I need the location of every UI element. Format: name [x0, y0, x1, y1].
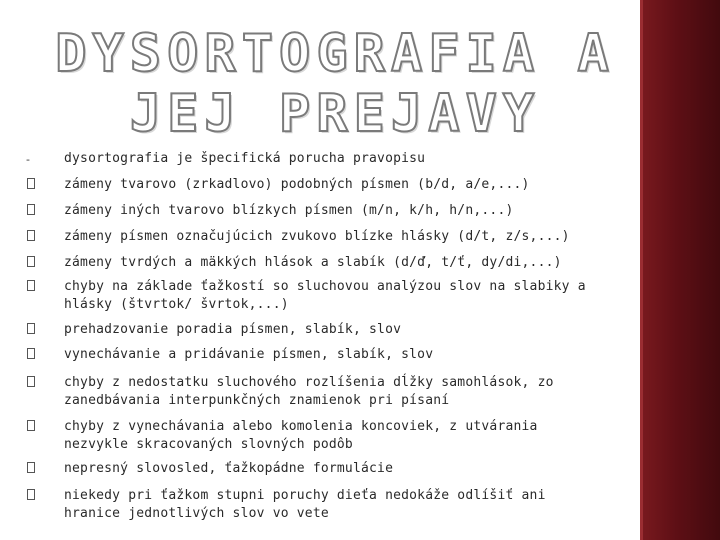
box-bullet-icon: [26, 321, 64, 340]
list-item: [26, 487, 596, 523]
list-item: [26, 228, 596, 247]
list-item: [26, 460, 596, 479]
list-item-text: zámeny tvrdých a mäkkých hlások a slabík (d/ď, t/ť, dy/di,...): [64, 255, 562, 270]
list-item: [26, 374, 596, 410]
list-item-text: zámeny iných tvarovo blízkych písmen (m/n, k/h, h/n,...): [64, 203, 514, 218]
list-item: [26, 150, 596, 169]
box-bullet-icon: [26, 176, 64, 195]
list-item: [26, 418, 596, 454]
list-item-text: prehadzovanie poradia písmen, slabík, slov: [64, 322, 402, 337]
list-item: [26, 278, 596, 314]
box-bullet-icon: [26, 374, 64, 393]
box-bullet-icon: [26, 278, 64, 297]
box-bullet-icon: [26, 346, 64, 365]
box-bullet-icon: [26, 254, 64, 273]
list-item-text: chyby z vynechávania alebo komolenia koncoviek, z utvárania nezvykle skracovaných slovných podôb: [64, 419, 538, 452]
list-item-text: vynechávanie a pridávanie písmen, slabík, slov: [64, 347, 434, 362]
list-item: [26, 254, 596, 273]
list-item-text: chyby z nedostatku sluchového rozlíšenia dĺžky samohlások, zo zanedbávania interpunkčných znamienok pri písaní: [64, 375, 554, 408]
box-bullet-icon: [26, 460, 64, 479]
list-item-text: nepresný slovosled, ťažkopádne formulácie: [64, 461, 394, 476]
list-item: [26, 321, 596, 340]
box-bullet-icon: [26, 418, 64, 437]
list-item: [26, 346, 596, 365]
list-item: [26, 176, 596, 195]
list-item-text: zámeny písmen označujúcich zvukovo blízke hlásky (d/t, z/s,...): [64, 229, 570, 244]
list-item-text: niekedy pri ťažkom stupni poruchy dieťa nedokáže odlíšiť ani hranice jednotlivých slov vo vete: [64, 488, 546, 521]
box-bullet-icon: [26, 228, 64, 247]
list-item-text: chyby na základe ťažkostí so sluchovou analýzou slov na slabiky a hlásky (štvrtok/ švrtok,...): [64, 279, 586, 312]
list-item: [26, 202, 596, 221]
slide-title: [40, 24, 630, 144]
title-line-2: JEJ PREJAVY: [129, 84, 541, 144]
list-item-text: zámeny tvarovo (zrkadlovo) podobných písmen (b/d, a/e,...): [64, 177, 530, 192]
decorative-side-band: [640, 0, 720, 540]
box-bullet-icon: [26, 487, 64, 506]
title-line-1: DYSORTOGRAFIA A: [55, 24, 615, 84]
dash-marker: -: [26, 153, 30, 166]
box-bullet-icon: [26, 202, 64, 221]
list-item-text: dysortografia je špecifická porucha pravopisu: [64, 151, 426, 166]
